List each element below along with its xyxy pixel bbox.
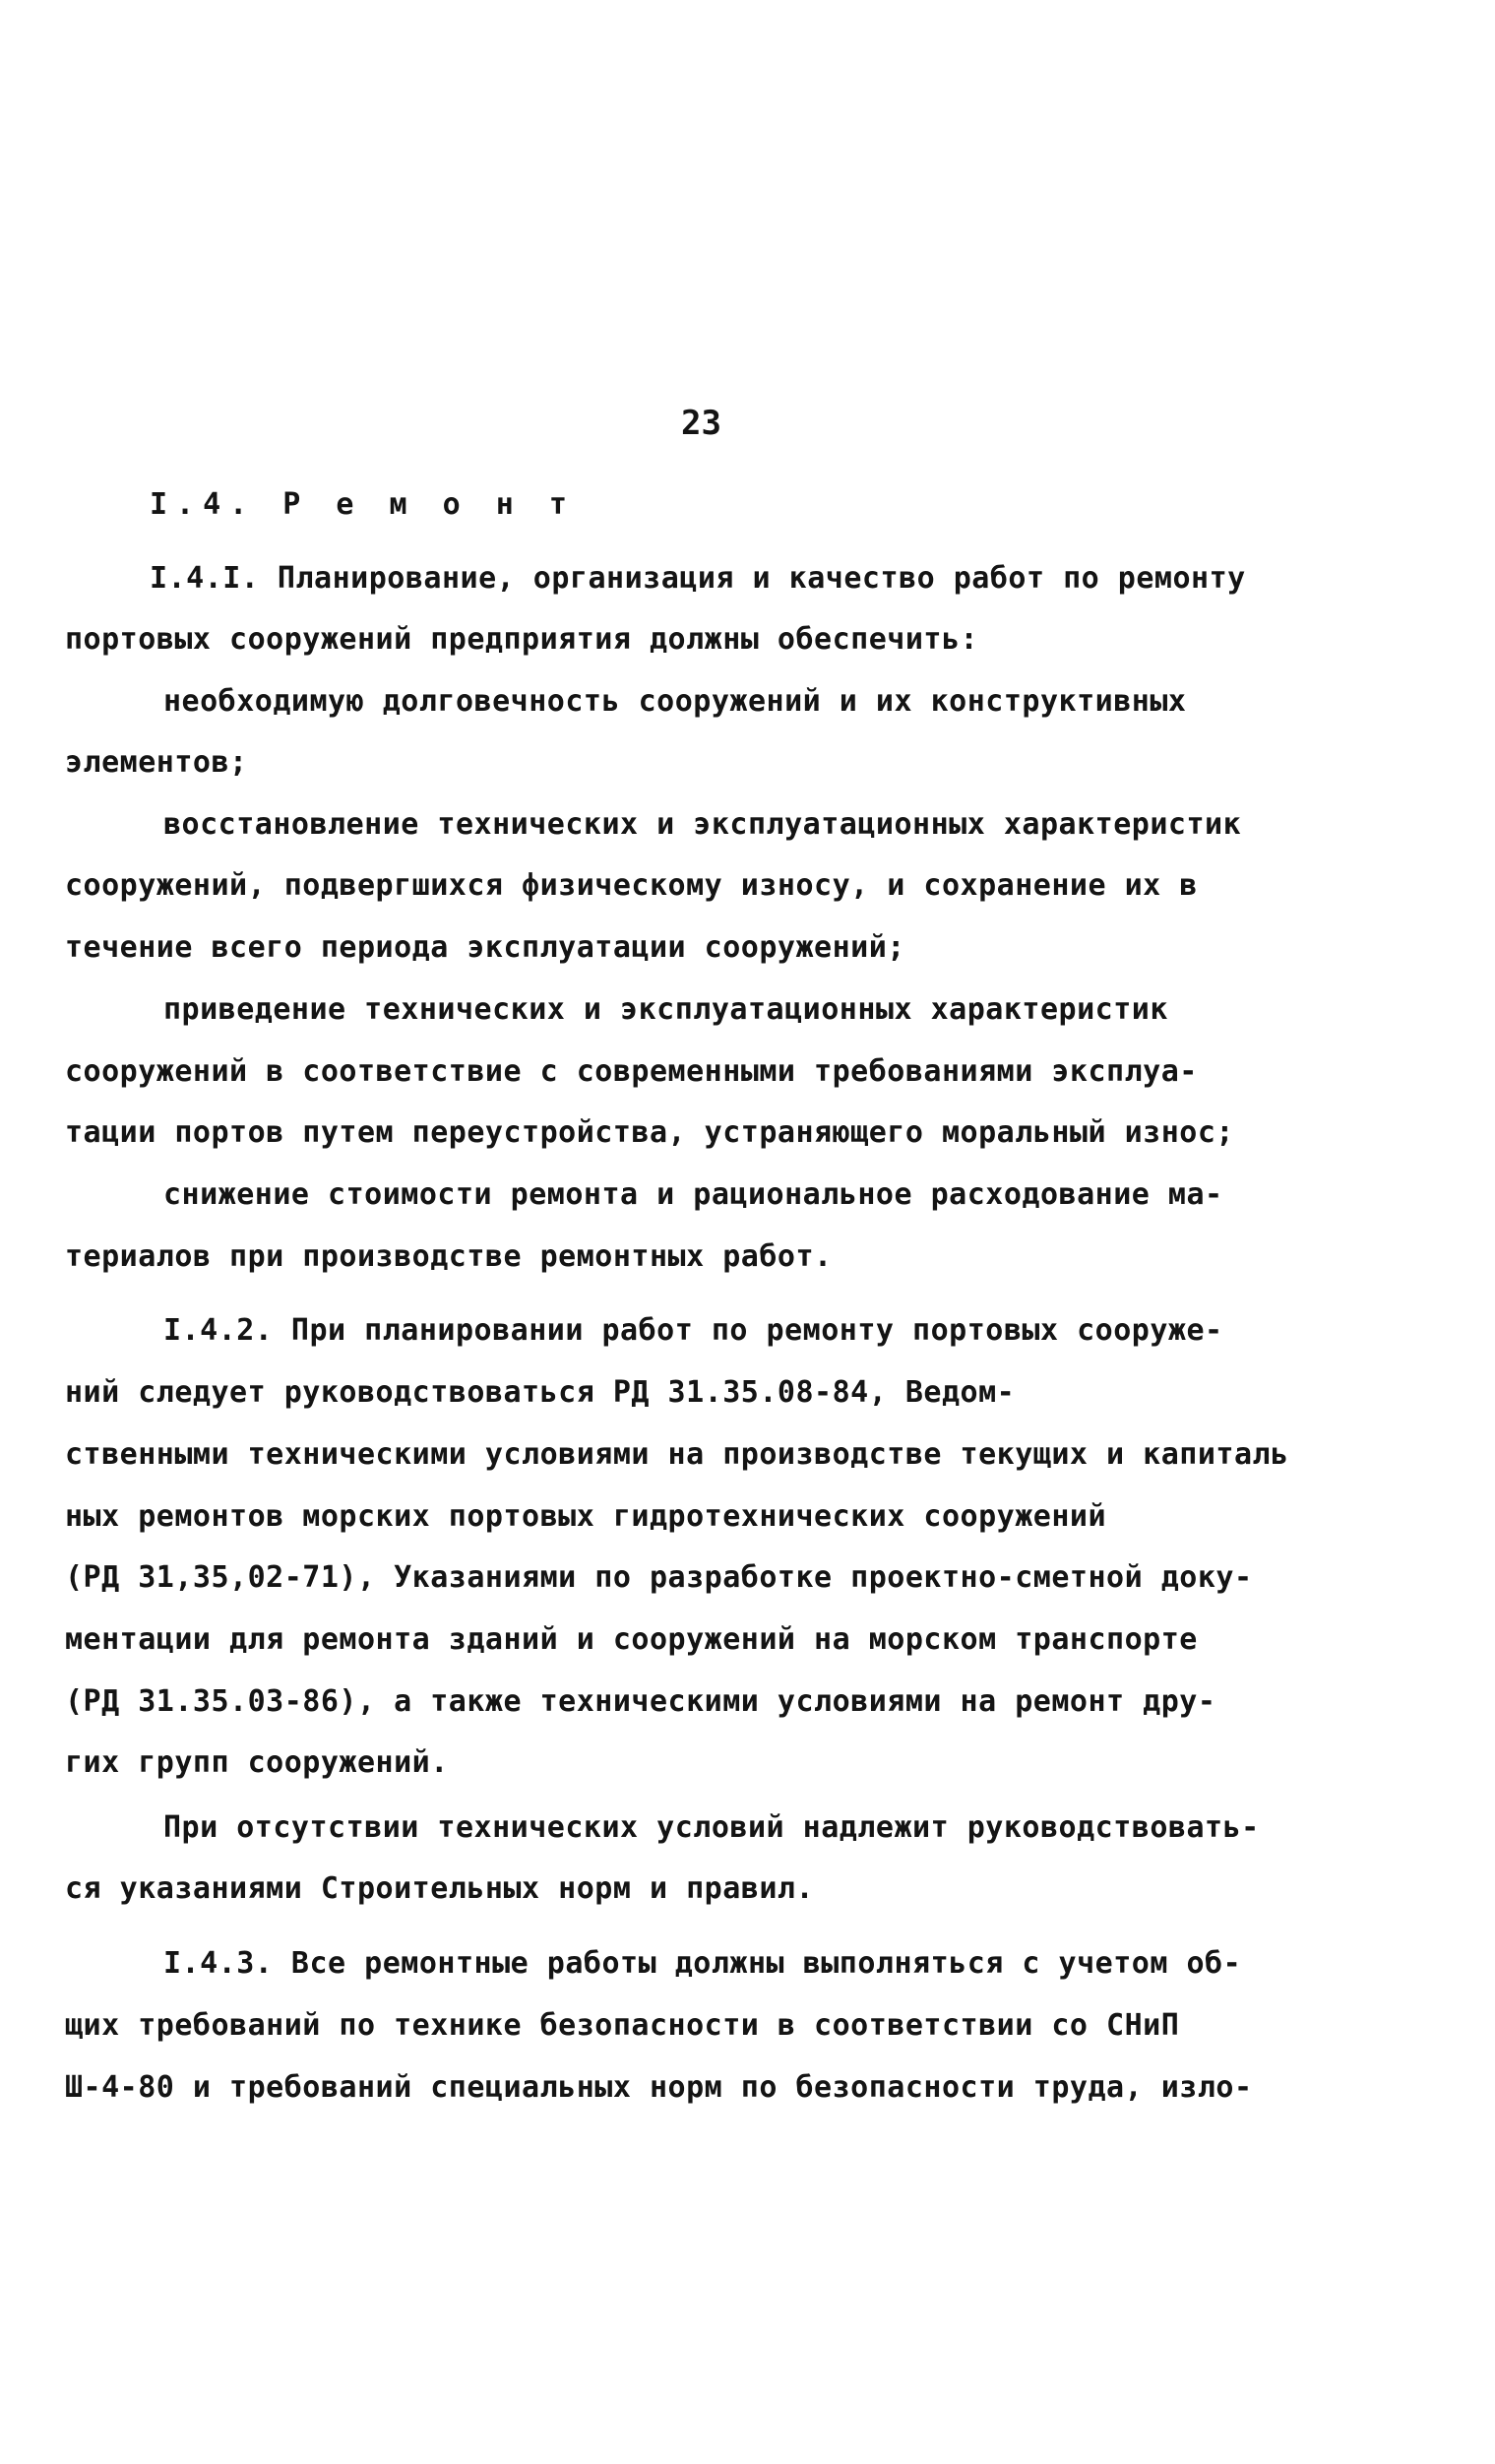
text-line: ментации для ремонта зданий и сооружений на морском транспорте xyxy=(65,1622,1198,1657)
text-line: териалов при производстве ремонтных работ. xyxy=(65,1239,833,1274)
text-line: ний следует руководствоваться РД 31.35.08-84, Ведом- xyxy=(65,1375,1016,1410)
text-line: портовых сооружений предприятия должны обеспечить: xyxy=(65,622,979,657)
text-line: I.4.2. При планировании работ по ремонту портовых сооруже- xyxy=(163,1313,1223,1348)
text-line: необходимую долговечность сооружений и их конструктивных xyxy=(163,684,1187,719)
text-line: При отсутствии технических условий надлежит руководствовать- xyxy=(163,1810,1260,1845)
text-line: сооружений, подвергшихся физическому износу, и сохранение их в xyxy=(65,868,1198,903)
text-line: (РД 31.35.03-86), а также техническими условиями на ремонт дру- xyxy=(65,1684,1216,1719)
text-line: (РД 31,35,02-71), Указаниями по разработке проектно-сметной доку- xyxy=(65,1560,1253,1595)
text-line: приведение технических и эксплуатационных характеристик xyxy=(163,992,1168,1027)
text-line: Ш-4-80 и требований специальных норм по безопасности труда, изло- xyxy=(65,2070,1253,2105)
text-line: восстановление технических и эксплуатационных характеристик xyxy=(163,807,1242,842)
text-line: течение всего периода эксплуатации сооружений; xyxy=(65,930,905,965)
text-line: ных ремонтов морских портовых гидротехнических сооружений xyxy=(65,1499,1107,1534)
text-line: I.4.I. Планирование, организация и качество работ по ремонту xyxy=(150,561,1246,596)
text-line: снижение стоимости ремонта и рациональное расходование ма- xyxy=(163,1177,1223,1212)
text-line: элементов; xyxy=(65,745,248,780)
text-line: ся указаниями Строительных норм и правил. xyxy=(65,1871,815,1906)
text-line: I.4.3. Все ремонтные работы должны выполняться с учетом об- xyxy=(163,1946,1242,1981)
text-line: гих групп сооружений. xyxy=(65,1745,449,1780)
section-heading: I.4. Р е м о н т xyxy=(150,487,576,522)
text-line: ственными техническими условиями на производстве текущих и капиталь xyxy=(65,1437,1289,1472)
text-line: щих требований по технике безопасности в соответствии со СНиП xyxy=(65,2008,1180,2043)
text-line: сооружений в соответствие с современными требованиями эксплуа- xyxy=(65,1054,1198,1089)
text-line: тации портов путем переустройства, устраняющего моральный износ; xyxy=(65,1115,1234,1150)
page-number: 23 xyxy=(681,404,721,443)
